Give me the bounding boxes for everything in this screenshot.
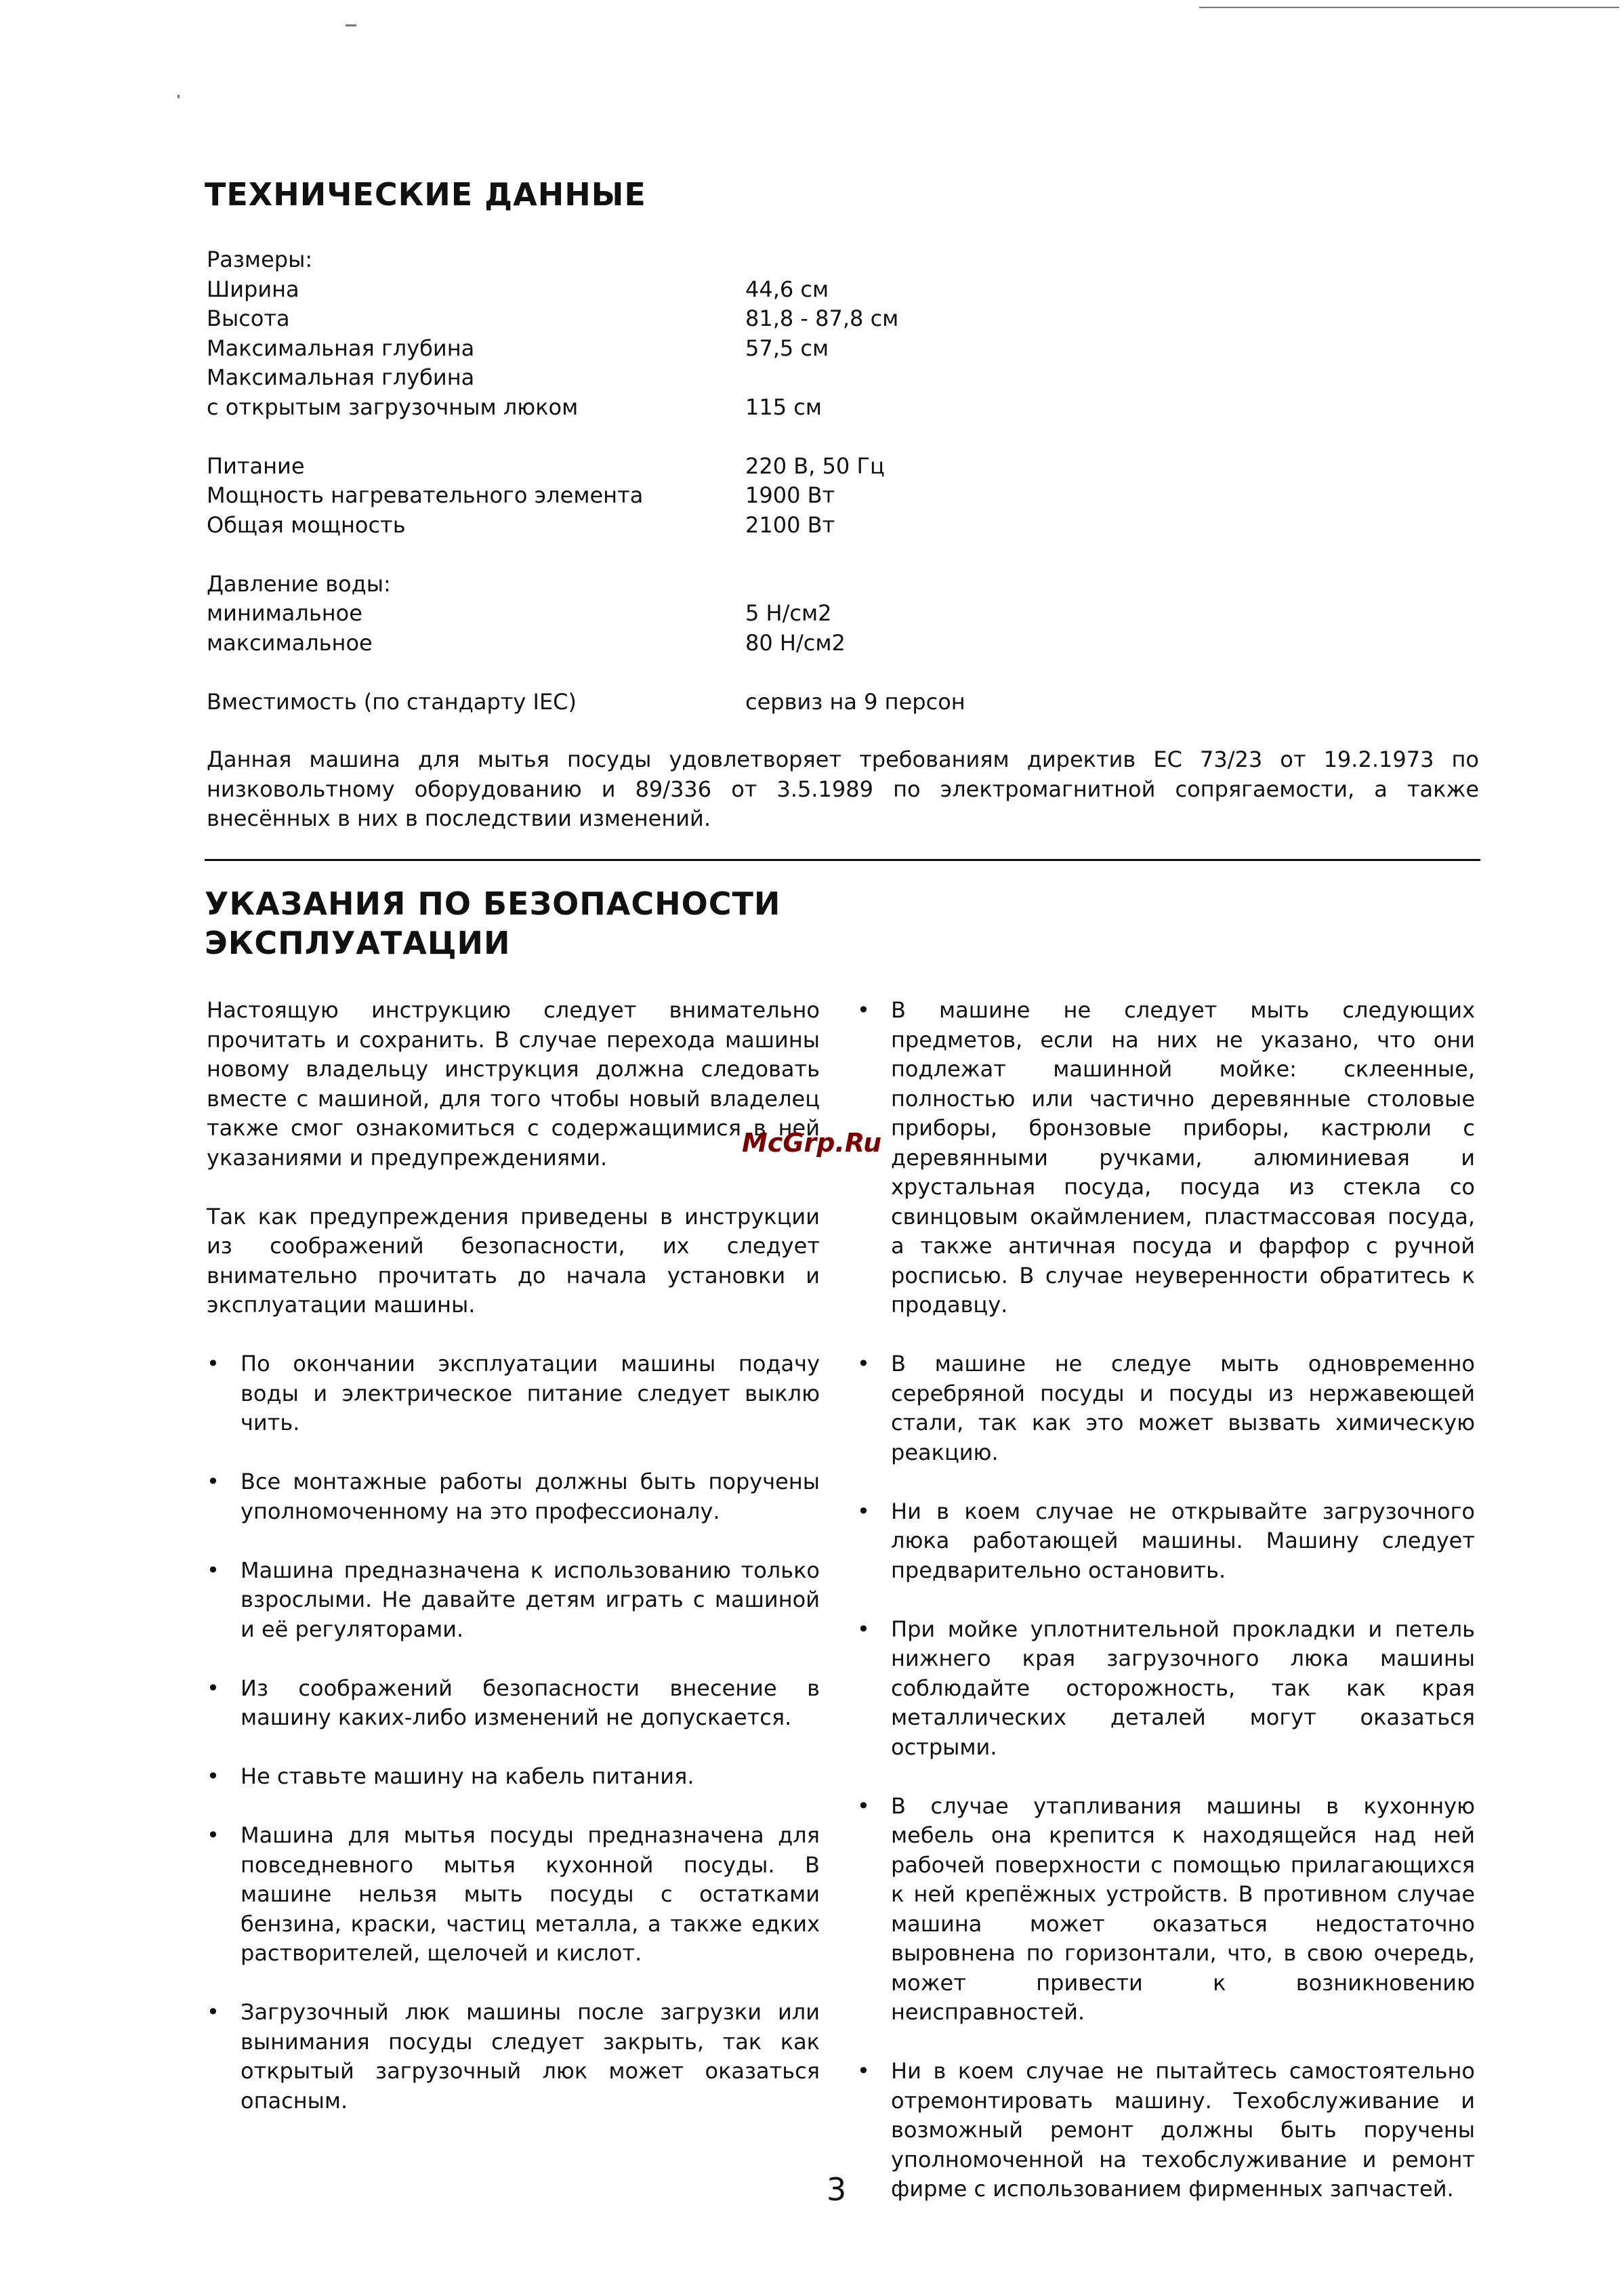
spec-row	[207, 599, 1020, 629]
page-number: 3	[827, 2171, 847, 2208]
safety-bullet	[207, 1762, 820, 1792]
safety-bullet	[857, 1349, 1475, 1467]
intro-paragraph: Настоящую инструкцию следует внимательно прочитать и сохранить. В случае перехода машины новому владельцу инструкция должна следовать вместе с машиной, для того чтобы новый владелец также смог ознакомиться с содержащимися в ней указаниями и предупреждениями.	[207, 997, 820, 1171]
safety-title-line1: УКАЗАНИЯ ПО БЕЗОПАСНОСТИ	[205, 885, 781, 922]
bullet-dot: •	[207, 1822, 220, 1848]
bullet-text: Из соображений безопасности внесение в машину каких-либо изменений не допускается.	[241, 1675, 820, 1730]
spec-label: Питание	[207, 453, 305, 479]
bullet-text: По окончании эксплуатации машины подачу воды и электрическое питание следует выклю чить.	[241, 1351, 820, 1435]
intro-paragraph: Так как предупреждения приведены в инструкции из соображений безопасности, их следует внимательно прочитать до начала установки и эксплуатации машины.	[207, 1203, 820, 1318]
bullet-dot: •	[857, 1792, 870, 1819]
spec-value: 115 см	[745, 394, 822, 420]
spec-row	[207, 629, 1020, 658]
scan-speck	[178, 95, 180, 98]
safety-bullet	[207, 1556, 820, 1645]
spec-row	[207, 481, 1020, 511]
tech-data-title: ТЕХНИЧЕСКИЕ ДАННЫЕ	[205, 176, 646, 213]
spec-label: максимальное	[207, 629, 373, 656]
spec-label: Максимальная глубина	[207, 335, 475, 361]
spec-value: 57,5 см	[745, 335, 829, 361]
safety-bullet	[857, 1792, 1475, 2028]
safety-bullet	[857, 1615, 1475, 1763]
bullet-dot: •	[857, 1351, 870, 1377]
bullet-dot: •	[857, 1498, 870, 1524]
safety-right-column	[857, 996, 1475, 2204]
spec-label: минимальное	[207, 600, 362, 626]
watermark-logo: McGrp.Ru	[742, 1128, 882, 1158]
spec-value: 2100 Вт	[745, 511, 835, 538]
bullet-text: Все монтажные работы должны быть поручены уполномоченному на это профессионалу.	[241, 1469, 820, 1524]
safety-bullet	[207, 1821, 820, 1969]
spec-row	[207, 688, 1020, 717]
spec-row	[207, 245, 1020, 275]
bullet-dot: •	[207, 1675, 220, 1701]
spec-value: 220 В, 50 Гц	[745, 453, 885, 479]
safety-bullet	[207, 1349, 820, 1438]
bullet-text: Не ставьте машину на кабель питания.	[241, 1763, 694, 1789]
bullet-text: Ни в коем случае не пытайтесь самостоятельно отремонтировать машину. Техобслуживание и возможный ремонт должны быть поручены уполномоченной на техобслуживание и ремонт фирме с использованием фирменных запчастей.	[891, 2058, 1475, 2202]
bullet-dot: •	[207, 1763, 220, 1789]
spec-value: 5 Н/см2	[745, 600, 832, 626]
scan-speck	[1199, 7, 1619, 8]
spec-value: сервиз на 9 персон	[745, 688, 965, 715]
spec-row	[207, 511, 1020, 541]
spec-row	[207, 363, 1020, 393]
spec-value: 81,8 - 87,8 см	[745, 306, 899, 331]
spec-value: 44,6 см	[745, 276, 829, 302]
spec-value: 80 Н/см2	[745, 629, 846, 656]
spec-label: Вместимость (по стандарту IEC)	[207, 688, 577, 715]
spec-value: 1900 Вт	[745, 482, 835, 508]
bullet-text: Машина для мытья посуды предназначена для повседневного мытья кухонной посуды. В машине нельзя мыть посуды с остатками бензина, краски, частиц металла, а также едких растворителей, щелочей и кислот.	[241, 1822, 820, 1966]
spec-label: Максимальная глубина	[207, 364, 475, 390]
safety-bullet	[857, 2057, 1475, 2204]
directive-note: Данная машина для мытья посуды удовлетворяет требованиям директив ЕС 73/23 от 19.2.1973 по низковольтному оборудованию и 89/336 от 3.5.1989 по электромагнитной сопрягаемости, а также внесённых в них в последствии изменений.	[207, 747, 1479, 831]
bullet-dot: •	[207, 1557, 220, 1583]
safety-bullet	[857, 1497, 1475, 1586]
spec-table	[207, 245, 1020, 717]
spec-label: Высота	[207, 306, 290, 331]
spec-label: Размеры:	[207, 247, 313, 272]
bullet-text: Загрузочный люк машины после загрузки или вынимания посуды следует закрыть, так как открытый загрузочный люк может оказаться опасным.	[241, 1999, 820, 2114]
safety-bullet	[207, 1467, 820, 1526]
bullet-text: При мойке уплотнительной прокладки и петель нижнего края загрузочного люка машины соблюдайте осторожность, так как края металлических деталей могут оказаться острыми.	[891, 1616, 1475, 1760]
safety-title-line2: ЭКСПЛУАТАЦИИ	[205, 925, 511, 961]
bullet-dot: •	[857, 997, 870, 1023]
spec-row	[207, 393, 1020, 423]
bullet-dot: •	[207, 1351, 220, 1377]
bullet-dot: •	[857, 2058, 870, 2084]
safety-left-column	[207, 996, 820, 2116]
safety-bullet	[857, 996, 1475, 1320]
bullet-text: Ни в коем случае не открывайте загрузочного люка работающей машины. Машину следует предварительно остановить.	[891, 1498, 1475, 1583]
spec-label: Давление воды:	[207, 570, 391, 597]
section-divider	[205, 859, 1480, 861]
spec-label: Мощность нагревательного элемента	[207, 482, 644, 508]
bullet-text: В машине не следуе мыть одновременно серебряной посуды и посуды из нержавеющей стали, так как это может вызвать химическую реакцию.	[891, 1351, 1475, 1465]
spec-label: с открытым загрузочным люком	[207, 394, 579, 420]
spec-label: Ширина	[207, 276, 299, 302]
bullet-dot: •	[207, 1999, 220, 2025]
bullet-text: Машина предназначена к использованию только взрослыми. Не давайте детям играть с машиной и её регуляторами.	[241, 1557, 820, 1642]
safety-bullet	[207, 1674, 820, 1733]
scan-speck	[346, 24, 356, 26]
bullet-text: В машине не следует мыть следующих предметов, если на них не указано, что они подлежат машинной мойке: склеенные, полностью или частично деревянные столовые приборы, бронзовые приборы, кастрюли с деревянными ручками, алюминиевая и хрустальная посуда, посуда из стекла со свинцовым окаймлением, пластмассовая посуда, а также античная посуда и фарфор с ручной росписью. В случае неуверенности обратитесь к продавцу.	[891, 997, 1475, 1318]
safety-bullet	[207, 1998, 820, 2116]
bullet-text: В случае утапливания машины в кухонную мебель она крепится к находящейся над ней рабочей поверхности с помощью прилагающихся к ней крепёжных устройств. В противном случае машина может оказаться недостаточно выровнена по горизонтали, что, в свою очередь, может привести к возникновению неисправностей.	[891, 1792, 1475, 2025]
spec-row	[207, 570, 1020, 600]
bullet-dot: •	[207, 1469, 220, 1494]
bullet-dot: •	[857, 1616, 870, 1642]
spec-row	[207, 452, 1020, 482]
spec-row	[207, 275, 1020, 305]
spec-row	[207, 334, 1020, 364]
spec-row	[207, 304, 1020, 334]
spec-label: Общая мощность	[207, 511, 406, 538]
